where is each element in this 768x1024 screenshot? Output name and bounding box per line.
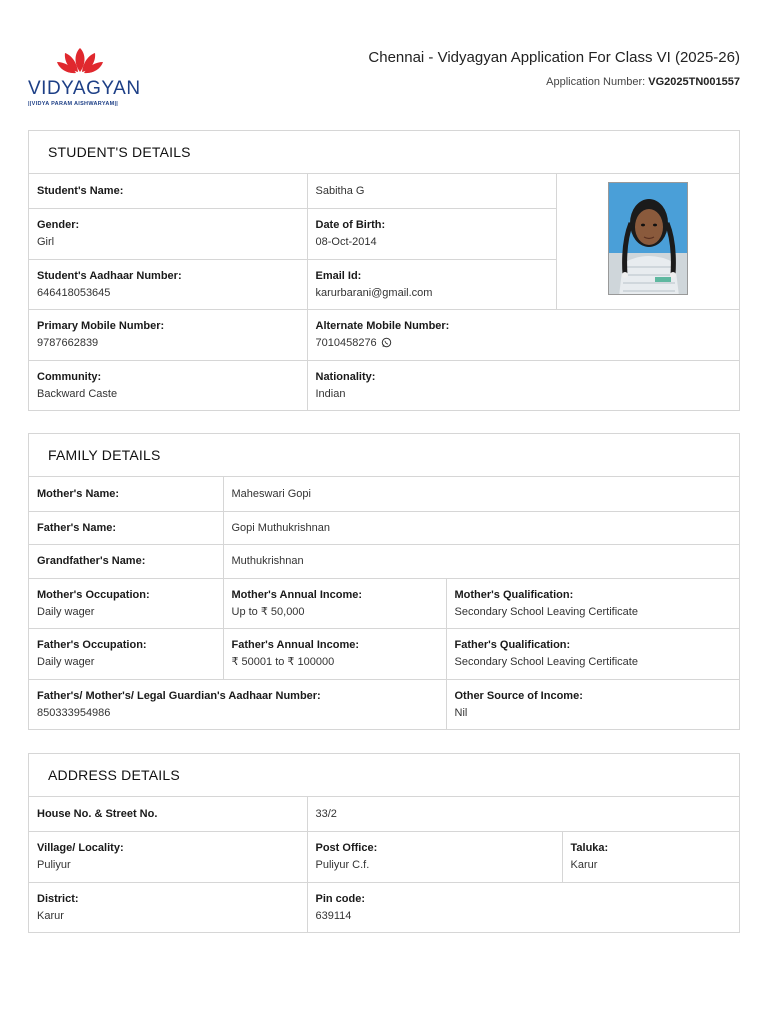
grandfather-name-label-cell	[29, 544, 223, 578]
field-value: Indian	[315, 387, 346, 400]
alternate-mobile-value: 7010458276	[315, 336, 377, 349]
primary-mobile-cell	[29, 309, 307, 360]
field-label: Father's Name:	[37, 521, 117, 534]
field-value: Muthukrishnan	[231, 555, 304, 567]
address-details-section	[28, 753, 740, 933]
field-value: Backward Caste	[37, 387, 118, 400]
gender-cell	[29, 208, 307, 259]
father-name-label-cell	[29, 511, 223, 544]
section-heading: STUDENT'S DETAILS	[29, 131, 739, 174]
field-label: Father's Qualification:	[454, 638, 571, 651]
application-number-value: VG2025TN001557	[648, 76, 740, 88]
field-label: Date of Birth:	[315, 218, 386, 231]
field-label: Community:	[37, 370, 102, 383]
email-cell	[307, 259, 556, 309]
mother-name-label-cell	[29, 477, 223, 511]
village-cell	[29, 831, 307, 882]
field-label: Mother's Occupation:	[37, 588, 150, 601]
field-value: Secondary School Leaving Certificate	[454, 605, 638, 618]
district-cell	[29, 882, 307, 932]
field-value: 646418053645	[37, 286, 111, 299]
field-label: Father's Annual Income:	[231, 638, 360, 651]
house-value-cell	[307, 797, 739, 831]
field-value	[316, 335, 732, 352]
field-label: Student's Name:	[37, 184, 124, 197]
other-income-cell	[446, 679, 739, 729]
field-label: Nationality:	[315, 370, 376, 383]
family-details-section	[28, 433, 740, 730]
field-label: Father's Occupation:	[37, 638, 147, 651]
community-cell	[29, 360, 307, 410]
address-details-table	[29, 797, 739, 932]
field-value: 9787662839	[37, 336, 99, 349]
student-details-table	[29, 174, 739, 410]
pincode-cell	[307, 882, 739, 932]
field-label: Alternate Mobile Number:	[315, 319, 450, 332]
mother-qualification-cell	[446, 578, 739, 628]
field-label: Other Source of Income:	[454, 689, 583, 702]
whatsapp-icon	[381, 337, 392, 348]
dob-cell	[307, 208, 556, 259]
mother-name-value-cell	[223, 477, 739, 511]
application-number-label: Application Number:	[546, 76, 646, 88]
field-value: Karur	[570, 858, 598, 871]
post-office-cell	[307, 831, 562, 882]
field-value: karurbarani@gmail.com	[315, 286, 433, 299]
application-title: Chennai - Vidyagyan Application For Class VI (2025-26)	[368, 49, 740, 66]
student-photo	[608, 182, 688, 295]
field-value: 33/2	[315, 807, 337, 820]
field-value: Secondary School Leaving Certificate	[454, 655, 638, 668]
field-label: Student's Aadhaar Number:	[37, 269, 182, 282]
field-label: Primary Mobile Number:	[37, 319, 165, 332]
field-value: Girl	[37, 235, 55, 248]
field-label: Taluka:	[570, 841, 609, 854]
father-name-value-cell	[223, 511, 739, 544]
taluka-cell	[562, 831, 739, 882]
field-label: District:	[37, 892, 79, 905]
guardian-aadhaar-cell	[29, 679, 446, 729]
student-name-value-cell	[307, 174, 556, 208]
field-value: Puliyur	[37, 858, 71, 871]
field-label: Father's/ Mother's/ Legal Guardian's Aadhaar Number:	[37, 689, 321, 702]
nationality-cell	[307, 360, 739, 410]
field-value: 08-Oct-2014	[315, 235, 377, 248]
lotus-icon	[56, 46, 104, 76]
vidyagyan-logo	[28, 46, 141, 112]
field-label: Pin code:	[315, 892, 366, 905]
field-label: Grandfather's Name:	[37, 555, 146, 567]
student-name-label-cell	[29, 174, 307, 208]
mother-occupation-cell	[29, 578, 223, 628]
field-label: Post Office:	[315, 841, 378, 854]
field-label: House No. & Street No.	[37, 807, 158, 820]
field-label: Gender:	[37, 218, 80, 231]
photo-cell	[556, 174, 739, 309]
house-label-cell	[29, 797, 307, 831]
father-occupation-cell	[29, 628, 223, 679]
field-value: Up to ₹ 50,000	[231, 605, 305, 618]
application-number	[546, 76, 740, 88]
field-value: 639114	[315, 909, 352, 922]
student-details-section	[28, 130, 740, 411]
field-label: Email Id:	[315, 269, 362, 282]
family-details-table	[29, 477, 739, 729]
field-label: Village/ Locality:	[37, 841, 124, 854]
field-label: Mother's Name:	[37, 487, 120, 500]
field-value: Maheswari Gopi	[231, 487, 311, 500]
field-value: Daily wager	[37, 655, 95, 668]
field-label: Mother's Qualification:	[454, 588, 574, 601]
section-heading: ADDRESS DETAILS	[29, 754, 739, 797]
field-value: Gopi Muthukrishnan	[231, 521, 330, 534]
father-income-cell	[223, 628, 446, 679]
field-value: Karur	[37, 909, 64, 922]
field-value: Puliyur C.f.	[315, 858, 370, 871]
field-value: 850333954986	[37, 706, 111, 719]
field-value: ₹ 50001 to ₹ 100000	[231, 655, 335, 668]
father-qualification-cell	[446, 628, 739, 679]
alternate-mobile-cell	[307, 309, 739, 360]
grandfather-name-value-cell	[223, 544, 739, 578]
mother-income-cell	[223, 578, 446, 628]
field-label: Mother's Annual Income:	[231, 588, 363, 601]
section-heading: FAMILY DETAILS	[29, 434, 739, 477]
field-value: Nil	[454, 706, 468, 719]
field-value: Sabitha G	[315, 184, 365, 197]
logo-tagline: ||VIDYA PARAM AISHWARYAM||	[28, 101, 119, 107]
aadhaar-cell	[29, 259, 307, 309]
logo-name: VIDYAGYAN	[28, 78, 141, 99]
field-value: Daily wager	[37, 605, 95, 618]
